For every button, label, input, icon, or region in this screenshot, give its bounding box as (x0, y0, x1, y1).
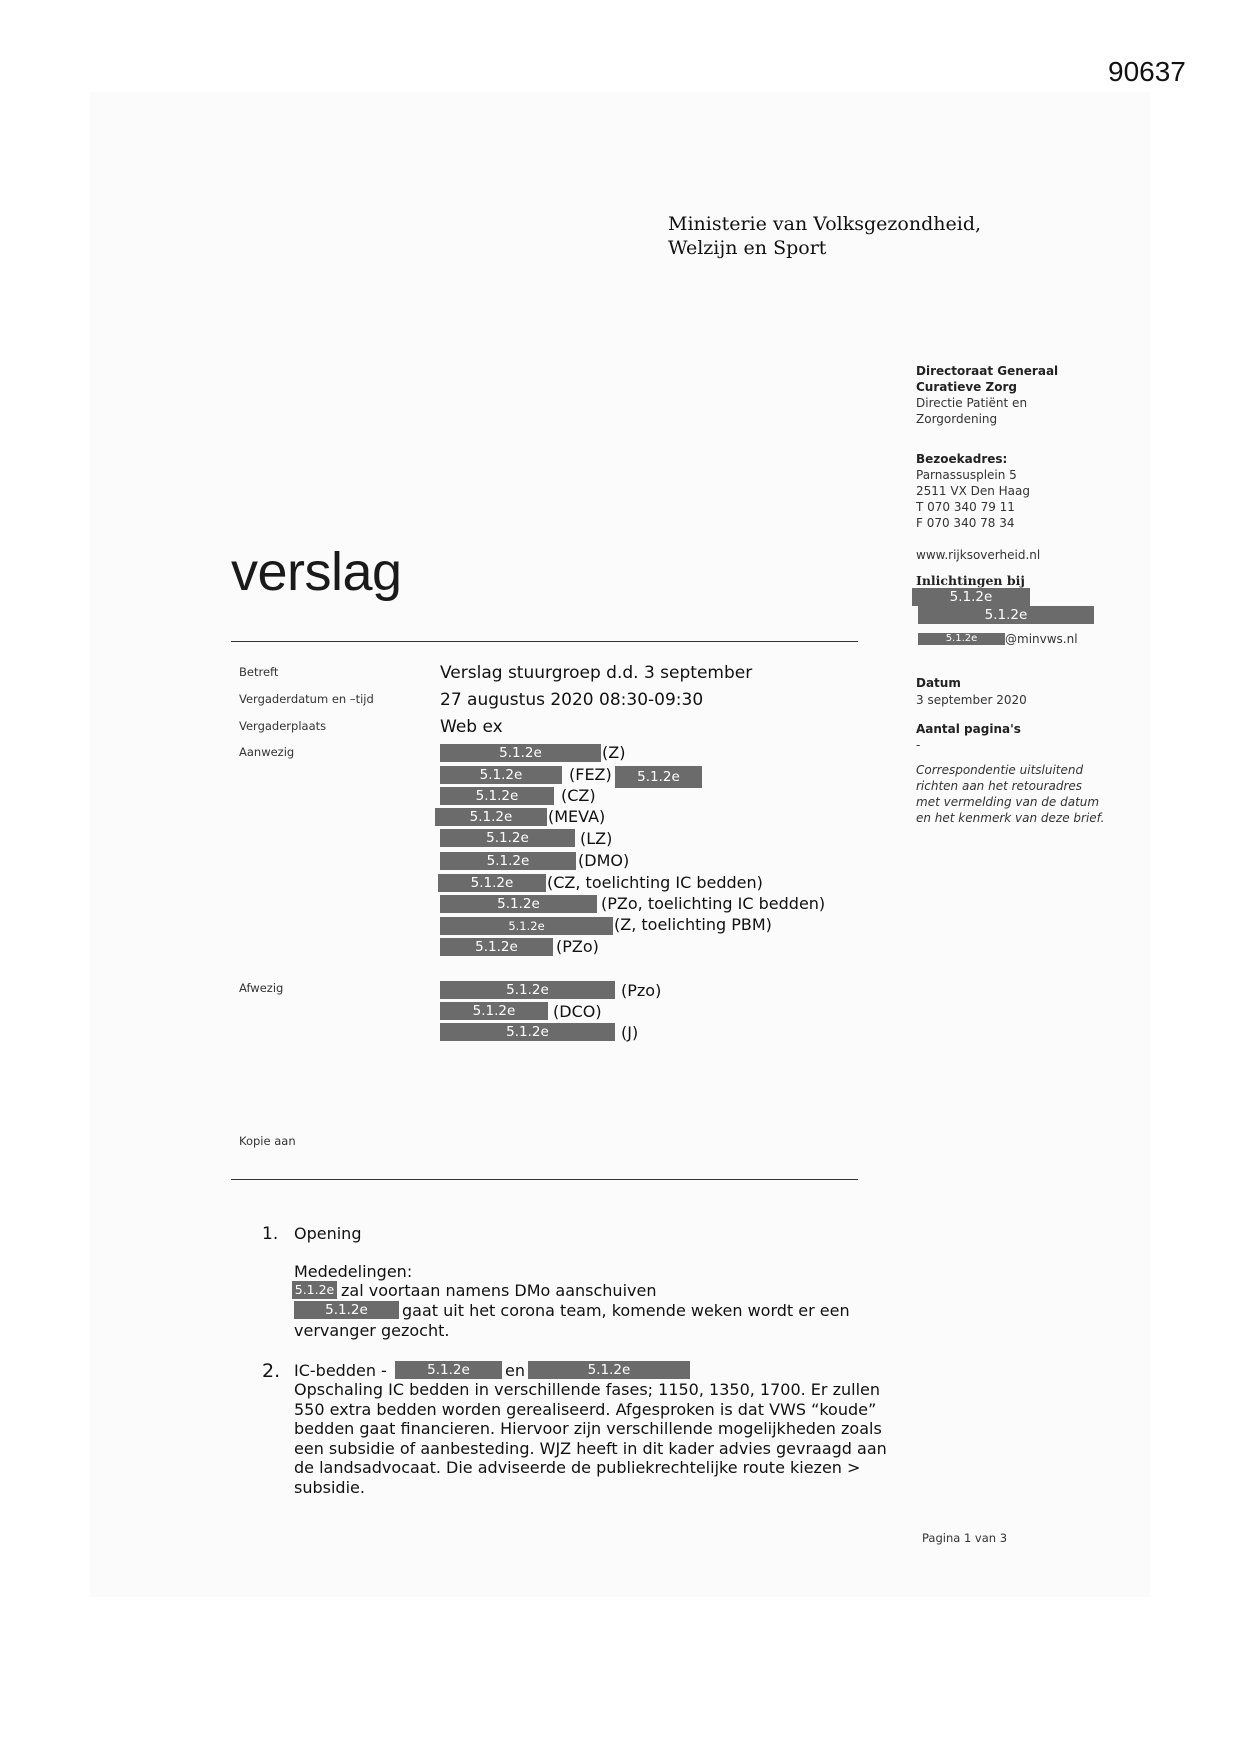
date-heading: Datum (916, 676, 961, 690)
redaction-box: 5.1.2e (440, 744, 601, 762)
afwezig-label: Afwezig (239, 981, 284, 995)
ministry-line-2: Welzijn en Sport (668, 237, 827, 259)
item-2-line-4: een subsidie of aanbesteding. WJZ heeft in dit kader advies gevraagd aan (294, 1438, 887, 1458)
visit-line-3: T 070 340 79 11 (916, 500, 1015, 514)
item-2-line-6: subsidie. (294, 1478, 365, 1497)
mededeling-1-text: zal voortaan namens DMo aanschuiven (341, 1281, 657, 1300)
page-number: Pagina 1 van 3 (922, 1531, 1008, 1545)
redaction-box: 5.1.2e (438, 874, 546, 892)
redaction-box: 5.1.2e (440, 852, 576, 870)
attendee-role: (DMO) (578, 851, 630, 870)
redaction-box: 5.1.2e (440, 787, 554, 805)
item-2-joiner: en (505, 1361, 525, 1380)
mededeling-2-text: gaat uit het corona team, komende weken wordt er een (402, 1301, 850, 1320)
attendee-role: (LZ) (580, 829, 613, 848)
pages-value: - (916, 738, 921, 752)
dept-line-3: Directie Patiënt en (916, 396, 1028, 410)
dept-line-1: Directoraat Generaal (916, 364, 1059, 378)
attendee-role: (MEVA) (548, 807, 606, 826)
betreft-label: Betreft (239, 665, 279, 679)
ministry-line-1: Ministerie van Volksgezondheid, (668, 213, 982, 235)
bottom-divider (231, 1179, 858, 1180)
plaats-value: Web ex (440, 717, 503, 737)
info-heading: Inlichtingen bij (916, 573, 1025, 588)
redaction-box: 5.1.2e (440, 829, 575, 847)
absentee-role: (Pzo) (621, 981, 662, 1000)
dept-line-4: Zorgordening (916, 412, 998, 426)
redaction-box: 5.1.2e (528, 1361, 690, 1379)
redaction-box: 5.1.2e (440, 1023, 615, 1041)
item-2-line-3: bedden gaat financieren. Hiervoor zijn verschillende mogelijkheden zoals (294, 1419, 882, 1439)
redaction-box: 5.1.2e (292, 1281, 337, 1299)
item-2-number: 2. (262, 1360, 281, 1382)
attendee-role: (Z) (602, 743, 626, 762)
redaction-box: 5.1.2e (395, 1361, 502, 1379)
pages-heading: Aantal pagina's (916, 722, 1021, 736)
plaats-label: Vergaderplaats (239, 719, 327, 733)
visit-line-4: F 070 340 78 34 (916, 516, 1015, 530)
redaction-box: 5.1.2e (440, 895, 597, 913)
redaction-box: 5.1.2e (440, 981, 615, 999)
item-1-title: Opening (294, 1224, 362, 1243)
document-number: 90637 (1108, 56, 1186, 87)
redaction-box: 5.1.2e (435, 808, 547, 826)
top-divider (231, 641, 858, 642)
redaction-box: 5.1.2e (440, 1002, 548, 1020)
visit-line-2: 2511 VX Den Haag (916, 484, 1030, 498)
redaction-box: 5.1.2e (912, 588, 1030, 606)
email-suffix: @minvws.nl (1005, 632, 1078, 646)
item-1-number: 1. (262, 1224, 279, 1244)
betreft-value: Verslag stuurgroep d.d. 3 september (440, 663, 753, 683)
attendee-role: (CZ) (561, 786, 596, 805)
visit-heading: Bezoekadres: (916, 452, 1008, 466)
attendee-role: (PZo, toelichting IC bedden) (601, 894, 826, 913)
kopie-label: Kopie aan (239, 1134, 296, 1148)
redaction-box: 5.1.2e (615, 766, 702, 788)
item-2-line-1: Opschaling IC bedden in verschillende fases; 1150, 1350, 1700. Er zullen (294, 1380, 880, 1399)
redaction-box: 5.1.2e (918, 606, 1094, 624)
absentee-role: (DCO) (553, 1002, 602, 1021)
website: www.rijksoverheid.nl (916, 548, 1041, 562)
item-2-title: IC-bedden - (294, 1361, 387, 1380)
attendee-role: (FEZ) (569, 765, 612, 784)
redaction-box: 5.1.2e (440, 917, 613, 935)
document-title: verslag (231, 542, 402, 602)
redaction-box: 5.1.2e (294, 1301, 399, 1319)
visit-line-1: Parnassusplein 5 (916, 468, 1017, 482)
attendee-role: (CZ, toelichting IC bedden) (547, 873, 763, 892)
datum-label: Vergaderdatum en –tijd (239, 692, 374, 706)
redaction-box: 5.1.2e (440, 766, 562, 784)
attendee-role: (PZo) (556, 937, 599, 956)
mededeling-2-continuation: vervanger gezocht. (294, 1321, 450, 1340)
item-2-line-2: 550 extra bedden worden gerealiseerd. Afgesproken is dat VWS “koude” (294, 1399, 877, 1419)
datum-value: 27 augustus 2020 08:30-09:30 (440, 690, 704, 710)
absentee-role: (J) (621, 1023, 639, 1042)
date-value: 3 september 2020 (916, 693, 1027, 707)
ministry-name (668, 212, 981, 260)
mededelingen-label: Mededelingen: (294, 1262, 413, 1281)
redaction-box: 5.1.2e (440, 938, 553, 956)
redaction-box: 5.1.2e (918, 633, 1005, 645)
item-2-line-5: de landsadvocaat. Die adviseerde de publiekrechtelijke route kiezen > (294, 1458, 861, 1478)
attendee-role: (Z, toelichting PBM) (614, 915, 772, 934)
correspondence-note: Correspondentie uitsluitend richten aan het retouradres met vermelding van de datum en het kenmerk van deze brief. (916, 763, 1105, 825)
dept-line-2: Curatieve Zorg (916, 380, 1017, 394)
aanwezig-label: Aanwezig (239, 745, 295, 759)
